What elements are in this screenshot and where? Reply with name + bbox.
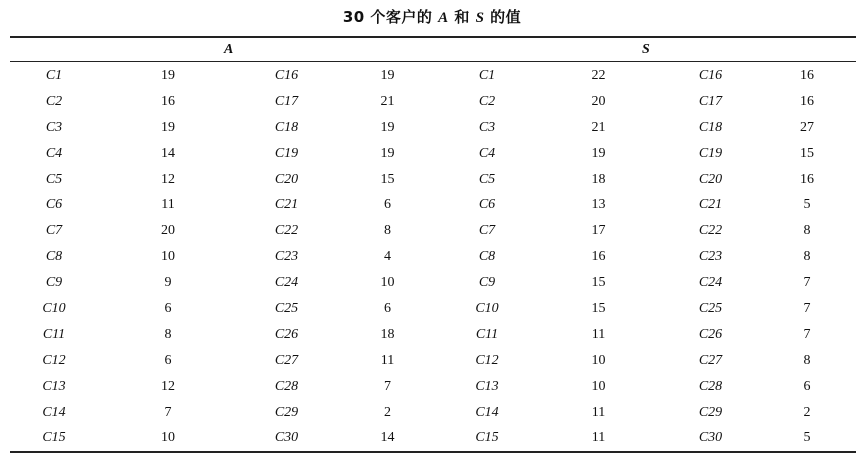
table-row bbox=[10, 218, 856, 244]
top-rule bbox=[10, 36, 856, 38]
table-title bbox=[0, 6, 864, 27]
customer-label: C17 bbox=[698, 93, 723, 109]
table-row bbox=[10, 296, 856, 322]
table-row bbox=[10, 192, 856, 218]
title-mid: 和 bbox=[448, 8, 476, 26]
customer-label: C23 bbox=[274, 249, 299, 265]
customer-value: 11 bbox=[161, 197, 175, 213]
table-row bbox=[10, 348, 856, 374]
customer-label: C25 bbox=[698, 300, 723, 316]
customer-label: C18 bbox=[698, 119, 723, 135]
customer-label: C11 bbox=[475, 326, 499, 342]
title-variable-s: S bbox=[475, 10, 485, 26]
customer-label: C20 bbox=[698, 171, 723, 187]
customer-label: C10 bbox=[42, 300, 66, 316]
customer-value: 7 bbox=[384, 378, 391, 394]
data-table bbox=[10, 63, 856, 451]
customer-value: 16 bbox=[800, 67, 814, 83]
customer-label: C15 bbox=[475, 430, 499, 446]
customer-label: C2 bbox=[478, 93, 496, 109]
customer-value: 13 bbox=[591, 197, 606, 213]
table-row bbox=[10, 425, 856, 451]
customer-label: C3 bbox=[478, 119, 496, 135]
customer-label: C13 bbox=[42, 378, 66, 394]
customer-label: C19 bbox=[698, 145, 723, 161]
customer-value: 10 bbox=[161, 430, 175, 446]
customer-value: 12 bbox=[161, 171, 175, 187]
customer-label: C16 bbox=[698, 67, 723, 83]
customer-value: 22 bbox=[591, 67, 606, 83]
customer-label: C29 bbox=[274, 404, 299, 420]
customer-value: 9 bbox=[164, 275, 172, 291]
customer-label: C4 bbox=[478, 145, 496, 161]
title-variable-a: A bbox=[438, 10, 449, 26]
customer-value: 15 bbox=[380, 171, 395, 187]
customer-label: C29 bbox=[698, 404, 723, 420]
customer-label: C22 bbox=[698, 223, 723, 239]
customer-label: C9 bbox=[45, 275, 63, 291]
customer-value: 8 bbox=[803, 249, 811, 265]
table-row bbox=[10, 270, 856, 296]
customer-label: C30 bbox=[698, 430, 723, 446]
group-header-a: A bbox=[224, 42, 234, 57]
customer-label: C2 bbox=[45, 93, 63, 109]
customer-label: C12 bbox=[475, 352, 499, 368]
customer-value: 20 bbox=[591, 93, 606, 109]
customer-label: C5 bbox=[45, 171, 63, 187]
customer-label: C13 bbox=[475, 378, 499, 394]
customer-label: C19 bbox=[274, 145, 299, 161]
customer-value: 6 bbox=[164, 352, 172, 368]
customer-value: 19 bbox=[591, 145, 606, 161]
customer-value: 6 bbox=[384, 300, 391, 316]
customer-value: 12 bbox=[161, 378, 175, 394]
bottom-rule bbox=[10, 451, 856, 453]
table-row bbox=[10, 167, 856, 193]
customer-label: C9 bbox=[478, 275, 496, 291]
customer-label: C6 bbox=[478, 197, 496, 213]
customer-value: 8 bbox=[803, 223, 811, 239]
customer-label: C1 bbox=[478, 67, 496, 83]
customer-label: C27 bbox=[274, 352, 299, 368]
customer-value: 6 bbox=[164, 300, 172, 316]
table-row bbox=[10, 374, 856, 400]
customer-label: C10 bbox=[475, 300, 499, 316]
customer-label: C20 bbox=[274, 171, 299, 187]
customer-value: 19 bbox=[380, 145, 395, 161]
customer-label: C24 bbox=[274, 275, 299, 291]
customer-value: 6 bbox=[803, 378, 811, 394]
customer-value: 19 bbox=[380, 67, 395, 83]
customer-label: C8 bbox=[478, 249, 496, 265]
customer-label: C21 bbox=[698, 197, 723, 213]
customer-value: 10 bbox=[591, 378, 606, 394]
customer-label: C30 bbox=[274, 430, 299, 446]
customer-value: 18 bbox=[591, 171, 606, 187]
group-header-s: S bbox=[642, 42, 650, 57]
customer-label: C7 bbox=[478, 223, 496, 239]
customer-value: 7 bbox=[803, 275, 811, 291]
customer-label: C14 bbox=[42, 404, 66, 420]
customer-value: 15 bbox=[591, 275, 606, 291]
customer-label: C22 bbox=[274, 223, 299, 239]
customer-label: C23 bbox=[698, 249, 723, 265]
customer-value: 14 bbox=[380, 430, 395, 446]
customer-label: C15 bbox=[42, 430, 66, 446]
customer-value: 21 bbox=[380, 93, 395, 109]
table-row bbox=[10, 322, 856, 348]
customer-label: C7 bbox=[45, 223, 63, 239]
customer-label: C17 bbox=[274, 93, 299, 109]
customer-value: 8 bbox=[164, 326, 172, 342]
customer-value: 15 bbox=[591, 300, 606, 316]
customer-label: C26 bbox=[274, 326, 299, 342]
customer-value: 8 bbox=[803, 352, 811, 368]
customer-value: 10 bbox=[161, 249, 175, 265]
customer-value: 27 bbox=[800, 119, 814, 135]
customer-label: C28 bbox=[698, 378, 723, 394]
customer-label: C14 bbox=[475, 404, 499, 420]
customer-value: 14 bbox=[161, 145, 175, 161]
header-rule bbox=[10, 61, 856, 62]
customer-label: C4 bbox=[45, 145, 63, 161]
table-row bbox=[10, 115, 856, 141]
customer-label: C27 bbox=[698, 352, 723, 368]
customer-value: 11 bbox=[591, 326, 606, 342]
customer-value: 17 bbox=[591, 223, 606, 239]
customer-label: C24 bbox=[698, 275, 723, 291]
table-row bbox=[10, 63, 856, 89]
customer-value: 10 bbox=[591, 352, 606, 368]
customer-label: C21 bbox=[274, 197, 299, 213]
customer-value: 15 bbox=[800, 145, 814, 161]
customer-value: 18 bbox=[380, 326, 395, 342]
customer-label: C8 bbox=[45, 249, 63, 265]
table-row bbox=[10, 244, 856, 270]
customer-value: 4 bbox=[384, 249, 391, 265]
customer-value: 19 bbox=[380, 119, 395, 135]
customer-value: 16 bbox=[800, 171, 814, 187]
customer-label: C28 bbox=[274, 378, 299, 394]
table-row bbox=[10, 400, 856, 426]
title-prefix: 30 个客户的 bbox=[342, 8, 439, 26]
customer-value: 2 bbox=[803, 404, 811, 420]
customer-label: C12 bbox=[42, 352, 66, 368]
customer-value: 7 bbox=[164, 404, 172, 420]
customer-label: C1 bbox=[45, 67, 63, 83]
customer-label: C5 bbox=[478, 171, 496, 187]
customer-value: 2 bbox=[384, 404, 391, 420]
customer-value: 5 bbox=[803, 197, 811, 213]
customer-value: 19 bbox=[161, 119, 175, 135]
customer-value: 6 bbox=[384, 197, 391, 213]
customer-label: C6 bbox=[45, 197, 63, 213]
customer-value: 5 bbox=[803, 430, 811, 446]
table-body bbox=[10, 63, 856, 451]
title-suffix: 的值 bbox=[484, 8, 522, 26]
customer-value: 16 bbox=[161, 93, 175, 109]
customer-value: 16 bbox=[800, 93, 814, 109]
customer-value: 11 bbox=[591, 430, 606, 446]
customer-value: 19 bbox=[161, 67, 175, 83]
customer-label: C16 bbox=[274, 67, 299, 83]
customer-value: 16 bbox=[591, 249, 606, 265]
customer-value: 7 bbox=[803, 300, 811, 316]
customer-value: 21 bbox=[591, 119, 606, 135]
table-row bbox=[10, 141, 856, 167]
customer-value: 11 bbox=[380, 352, 395, 368]
customer-value: 8 bbox=[384, 223, 391, 239]
customer-value: 7 bbox=[803, 326, 811, 342]
customer-label: C11 bbox=[42, 326, 66, 342]
customer-label: C18 bbox=[274, 119, 299, 135]
customer-value: 20 bbox=[161, 223, 175, 239]
customer-value: 10 bbox=[380, 275, 395, 291]
customer-label: C26 bbox=[698, 326, 723, 342]
customer-label: C3 bbox=[45, 119, 63, 135]
customer-value: 11 bbox=[591, 404, 606, 420]
customer-label: C25 bbox=[274, 300, 299, 316]
table-row bbox=[10, 89, 856, 115]
